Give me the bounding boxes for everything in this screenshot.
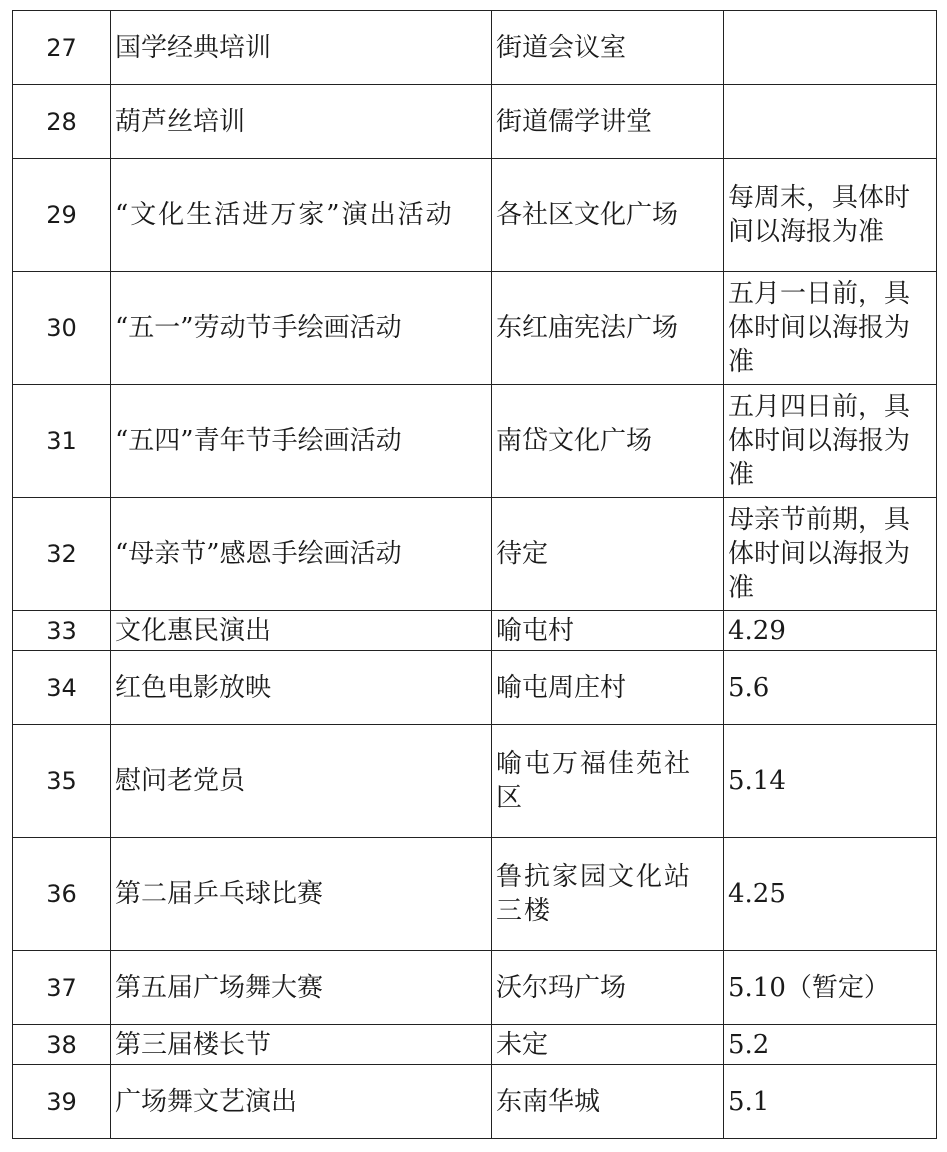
activity-time: 5.2 <box>724 1025 937 1065</box>
row-number: 30 <box>13 272 111 385</box>
activity-place: 各社区文化广场 <box>492 159 724 272</box>
activity-name: “文化生活进万家”演出活动 <box>111 159 492 272</box>
row-number: 29 <box>13 159 111 272</box>
activity-place: 喻屯万福佳苑社区 <box>492 725 724 838</box>
activity-place: 街道会议室 <box>492 11 724 85</box>
row-number: 32 <box>13 498 111 611</box>
activity-time: 5.1 <box>724 1065 937 1139</box>
table-row <box>13 272 937 385</box>
activity-time: 5.14 <box>724 725 937 838</box>
table-row <box>13 725 937 838</box>
activity-time: 4.29 <box>724 611 937 651</box>
table-row <box>13 838 937 951</box>
activity-place: 喻屯村 <box>492 611 724 651</box>
row-number: 33 <box>13 611 111 651</box>
activity-time: 母亲节前期，具体时间以海报为准 <box>724 498 937 611</box>
row-number: 27 <box>13 11 111 85</box>
table-row <box>13 159 937 272</box>
activity-place: 街道儒学讲堂 <box>492 85 724 159</box>
activity-time: 4.25 <box>724 838 937 951</box>
activity-place: 喻屯周庄村 <box>492 651 724 725</box>
activity-time <box>724 11 937 85</box>
activity-place: 未定 <box>492 1025 724 1065</box>
activity-time: 5.6 <box>724 651 937 725</box>
activity-table <box>12 10 937 1139</box>
row-number: 37 <box>13 951 111 1025</box>
table-row <box>13 11 937 85</box>
table-row <box>13 498 937 611</box>
activity-name: 葫芦丝培训 <box>111 85 492 159</box>
row-number: 28 <box>13 85 111 159</box>
activity-place: 南岱文化广场 <box>492 385 724 498</box>
activity-place: 东南华城 <box>492 1065 724 1139</box>
table-row <box>13 611 937 651</box>
row-number: 34 <box>13 651 111 725</box>
row-number: 38 <box>13 1025 111 1065</box>
row-number: 39 <box>13 1065 111 1139</box>
activity-name: 第三届楼长节 <box>111 1025 492 1065</box>
activity-name: 红色电影放映 <box>111 651 492 725</box>
activity-place: 待定 <box>492 498 724 611</box>
row-number: 35 <box>13 725 111 838</box>
activity-place: 沃尔玛广场 <box>492 951 724 1025</box>
activity-place: 东红庙宪法广场 <box>492 272 724 385</box>
activity-name: 广场舞文艺演出 <box>111 1065 492 1139</box>
row-number: 36 <box>13 838 111 951</box>
activity-time: 五月一日前，具体时间以海报为准 <box>724 272 937 385</box>
table-row <box>13 1025 937 1065</box>
activity-name: 第二届乒乓球比赛 <box>111 838 492 951</box>
activity-name: “五一”劳动节手绘画活动 <box>111 272 492 385</box>
activity-name: 慰问老党员 <box>111 725 492 838</box>
activity-place: 鲁抗家园文化站三楼 <box>492 838 724 951</box>
activity-time: 每周末，具体时间以海报为准 <box>724 159 937 272</box>
table-row <box>13 385 937 498</box>
activity-name: “母亲节”感恩手绘画活动 <box>111 498 492 611</box>
row-number: 31 <box>13 385 111 498</box>
activity-time <box>724 85 937 159</box>
activity-name: 国学经典培训 <box>111 11 492 85</box>
activity-name: “五四”青年节手绘画活动 <box>111 385 492 498</box>
table-row <box>13 1065 937 1139</box>
activity-time: 5.10（暂定） <box>724 951 937 1025</box>
activity-time: 五月四日前，具体时间以海报为准 <box>724 385 937 498</box>
table-row <box>13 951 937 1025</box>
activity-name: 第五届广场舞大赛 <box>111 951 492 1025</box>
table-row <box>13 85 937 159</box>
table-row <box>13 651 937 725</box>
activity-name: 文化惠民演出 <box>111 611 492 651</box>
